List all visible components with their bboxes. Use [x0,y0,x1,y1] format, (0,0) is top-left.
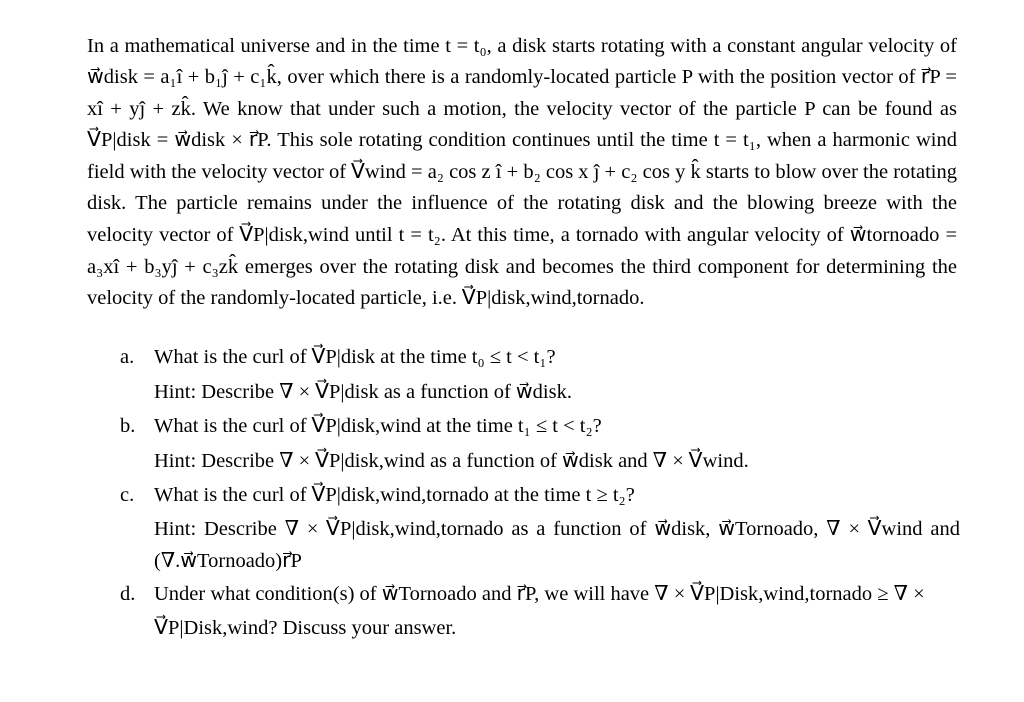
question-hint: Hint: Describe ∇ × V⃗P|disk,wind as a function of w⃗disk and ∇ × V⃗wind. [154,449,749,472]
question-d [120,577,960,646]
question-b [120,409,960,478]
question-text: What is the curl of V⃗P|disk,wind,tornado at the time t ≥ t₂? [154,484,635,506]
question-letter: b. [120,415,136,437]
question-text: What is the curl of V⃗P|disk,wind at the time t₁ ≤ t < t₂? [154,415,602,437]
question-c [120,478,960,577]
question-list [120,340,960,646]
problem-statement: In a mathematical universe and in the time t = t₀, a disk starts rotating with a constant angular velocity of w⃗disk = a₁î + b₁ĵ + c₁k̂, over which there is a randomly-located particle P with the position vector of r⃗P = xî + yĵ + zk̂. We know that under such a motion, the velocity vector of the particle P can be found as V⃗P|disk = w⃗disk × r⃗P. This sole rotating condition continues until the time t = t₁, when a harmonic wind field with the velocity vector of V⃗wind = a₂ cos z î + b₂ cos x ĵ + c₂ cos y k̂ starts to blow over the rotating disk. The particle remains under the influence of the rotating disk and the blowing breeze with the velocity vector of V⃗P|disk,wind until t = t₂. At this time, a tornado with angular velocity of w⃗tornoado = a₃xî + b₃yĵ + c₃zk̂ emerges over the rotating disk and becomes the third component for determining the velocity of the randomly-located particle, i.e. V⃗P|disk,wind,tornado. [87,34,957,310]
question-letter: a. [120,346,135,368]
question-hint: Hint: Describe ∇ × V⃗P|disk as a function of w⃗disk. [154,380,572,403]
question-text: Under what condition(s) of w⃗Tornoado and r⃗P, we will have ∇ × V⃗P|Disk,wind,tornado ≥ ∇ × V⃗P|Disk,wind? Discuss your answer. [154,582,925,639]
question-hint: Hint: Describe ∇ × V⃗P|disk,wind,tornado as a function of w⃗disk, w⃗Tornoado, ∇ × V⃗wind and (∇.w⃗Tornoado)r⃗P [154,517,960,572]
question-a [120,340,960,409]
question-letter: c. [120,484,135,506]
question-letter: d. [120,582,136,605]
question-text: What is the curl of V⃗P|disk at the time t₀ ≤ t < t₁? [154,346,556,368]
